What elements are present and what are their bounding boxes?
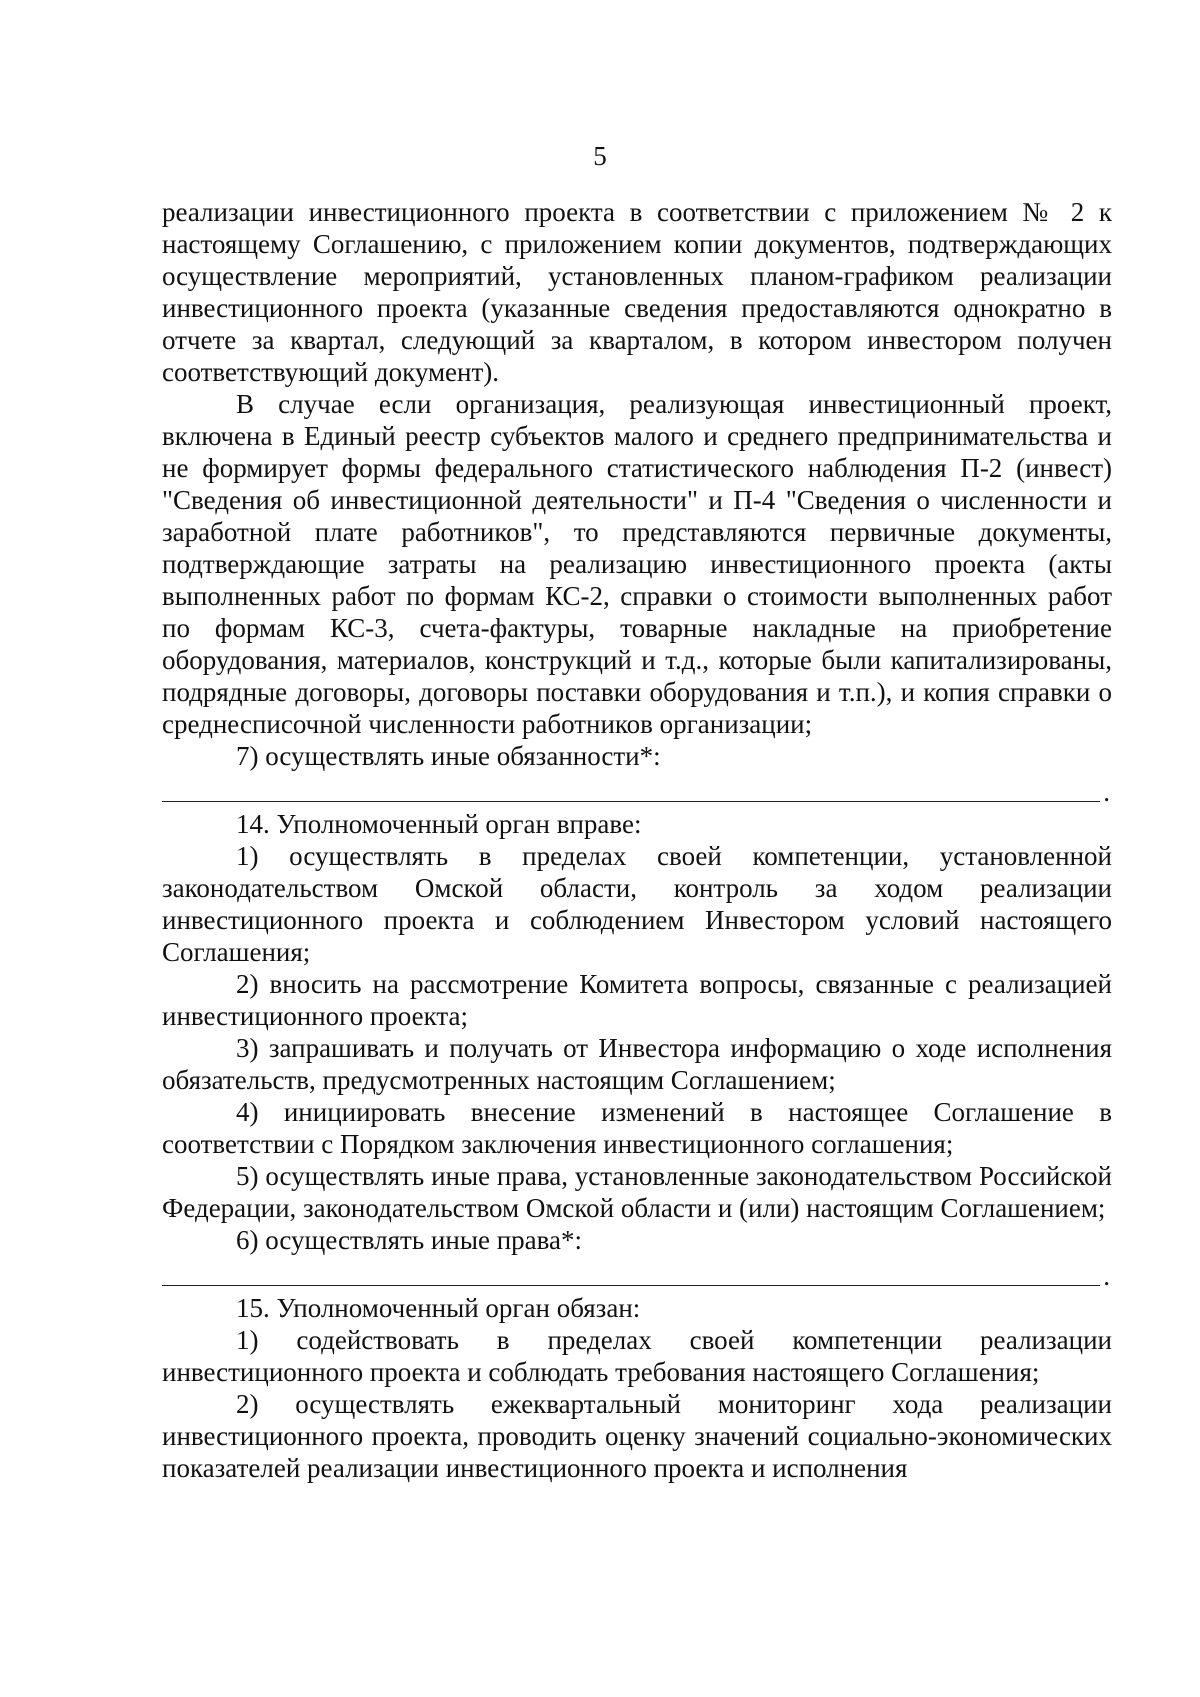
paragraph-continuation: реализации инвестиционного проекта в соответствии с приложением № 2 к настоящему Соглашению, с приложением копии документов, подтверждающих осуществление мероприятий, установленных планом-графиком реализации инвестиционного проекта (указанные сведения предоставляются однократно в отчете за квартал, следующий за кварталом, в котором инвестором получен соответствующий документ). bbox=[162, 197, 1112, 387]
section-14-item-2: 2) вносить на рассмотрение Комитета вопросы, связанные с реализацией инвестиционного проекта; bbox=[162, 969, 1112, 1031]
section-14-item-3: 3) запрашивать и получать от Инвестора информацию о ходе исполнения обязательств, предусмотренных настоящим Соглашением; bbox=[162, 1033, 1112, 1095]
section-14-item-6: 6) осуществлять иные права*: bbox=[236, 1225, 583, 1255]
section-14-item-4: 4) инициировать внесение изменений в настоящее Соглашение в соответствии с Порядком заключения инвестиционного соглашения; bbox=[162, 1097, 1112, 1159]
line-end-dot: . bbox=[1103, 1261, 1110, 1291]
underline-rule bbox=[162, 801, 1100, 802]
document-body bbox=[162, 196, 1112, 1484]
item-7-other-obligations: 7) осуществлять иные обязанности*: bbox=[236, 741, 661, 771]
section-15-heading: 15. Уполномоченный орган обязан: bbox=[236, 1293, 641, 1323]
underline-rule bbox=[162, 1285, 1100, 1286]
line-end-dot: . bbox=[1103, 777, 1110, 807]
paragraph-sme-case: В случае если организация, реализующая инвестиционный проект, включена в Единый реестр субъектов малого и среднего предпринимательства и не формирует формы федерального статистического наблюдения П-2 (инвест) "Сведения об инвестиционной деятельности" и П-4 "Сведения о численности и заработной плате работников", то представляются первичные документы, подтверждающие затраты на реализацию инвестиционного проекта (акты выполненных работ по формам КС-2, справки о стоимости выполненных работ по формам КС-3, счета-фактуры, товарные накладные на приобретение оборудования, материалов, конструкций и т.д., которые были капитализированы, подрядные договоры, договоры поставки оборудования и т.п.), и копия справки о среднесписочной численности работников организации; bbox=[162, 389, 1112, 739]
section-14-item-1: 1) осуществлять в пределах своей компетенции, установленной законодательством Омской области, контроль за ходом реализации инвестиционного проекта и соблюдением Инвестором условий настоящего Соглашения; bbox=[162, 841, 1112, 967]
section-14-heading: 14. Уполномоченный орган вправе: bbox=[236, 809, 642, 839]
section-15-item-2: 2) осуществлять ежеквартальный мониторинг хода реализации инвестиционного проекта, проводить оценку значений социально-экономических показателей реализации инвестиционного проекта и исполнения bbox=[162, 1389, 1112, 1483]
page-number: 5 bbox=[593, 141, 607, 171]
fill-in-line-rights bbox=[162, 1258, 1112, 1292]
section-14-item-5: 5) осуществлять иные права, установленные законодательством Российской Федерации, законодательством Омской области и (или) настоящим Соглашением; bbox=[162, 1161, 1112, 1223]
section-15-item-1: 1) содействовать в пределах своей компетенции реализации инвестиционного проекта и соблюдать требования настоящего Соглашения; bbox=[162, 1325, 1112, 1387]
fill-in-line-obligations bbox=[162, 774, 1112, 808]
